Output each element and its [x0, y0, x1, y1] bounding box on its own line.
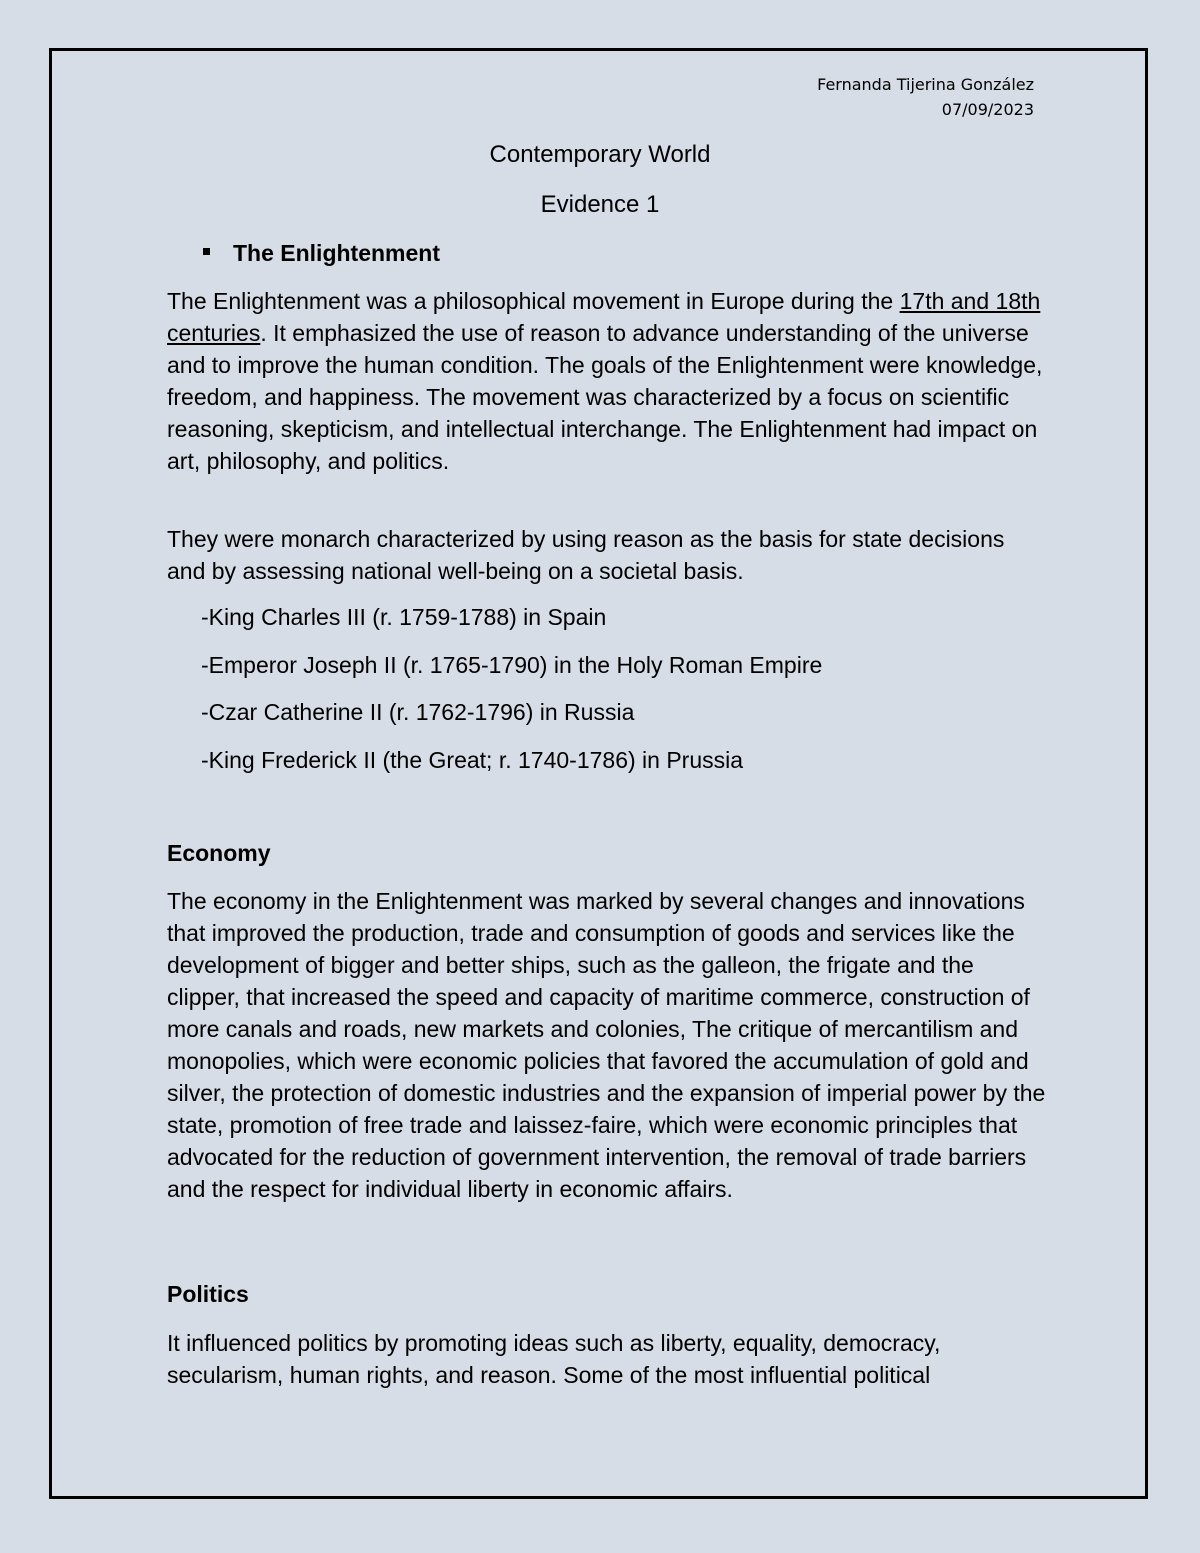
- politics-paragraph: It influenced politics by promoting ideas such as liberty, equality, democracy, secularism, human rights, and reason. Some of the most influential political: [167, 1330, 941, 1388]
- enlightenment-intro-paragraph: [167, 285, 1047, 477]
- document-date: 07/09/2023: [941, 100, 1034, 119]
- intro-text-end: . It emphasized the use of reason to advance understanding of the universe and to improve the human condition. The goals of the Enlightenment were knowledge, freedom, and happiness. The movement was characterized by a focus on scientific reasoning, skepticism, and intellectual interchange. The Enlightenment had impact on art, philosophy, and politics.: [167, 320, 1043, 474]
- ruler-list-item: -King Charles III (r. 1759-1788) in Spain: [201, 604, 607, 630]
- ruler-list-item: -Czar Catherine II (r. 1762-1796) in Russia: [201, 699, 635, 725]
- enlightenment-heading: [203, 240, 440, 267]
- intro-text-start: The Enlightenment was a philosophical movement in Europe during the: [167, 288, 900, 314]
- economy-paragraph: The economy in the Enlightenment was marked by several changes and innovations that improved the production, trade and consumption of goods and services like the development of bigger and better ships, such as the galleon, the frigate and the clipper, that increased the speed and capacity of maritime commerce, construction of more canals and roads, new markets and colonies, The critique of mercantilism and monopolies, which were economic policies that favored the accumulation of gold and silver, the protection of domestic industries and the expansion of imperial power by the state, promotion of free trade and laissez-faire, which were economic principles that advocated for the reduction of government intervention, the removal of trade barriers and the respect for individual liberty in economic affairs.: [167, 888, 1046, 1202]
- economy-heading: Economy: [167, 840, 271, 866]
- ruler-list-item: -King Frederick II (the Great; r. 1740-1786) in Prussia: [201, 747, 744, 773]
- ruler-list-item: -Emperor Joseph II (r. 1765-1790) in the Holy Roman Empire: [201, 652, 823, 678]
- politics-heading: Politics: [167, 1281, 249, 1307]
- evidence-title: Evidence 1: [540, 191, 660, 218]
- monarchs-intro-paragraph: They were monarch characterized by using reason as the basis for state decisions and by assessing national well-being on a societal basis.: [167, 526, 1005, 584]
- course-title: Contemporary World: [489, 141, 711, 168]
- enlightenment-heading-text: The Enlightenment: [233, 240, 440, 266]
- author-name: Fernanda Tijerina González: [817, 75, 1034, 94]
- square-bullet-icon: [203, 248, 210, 255]
- intro-underlined-text: 17th and 18th centuries: [167, 288, 1041, 346]
- author-block: [817, 72, 1034, 122]
